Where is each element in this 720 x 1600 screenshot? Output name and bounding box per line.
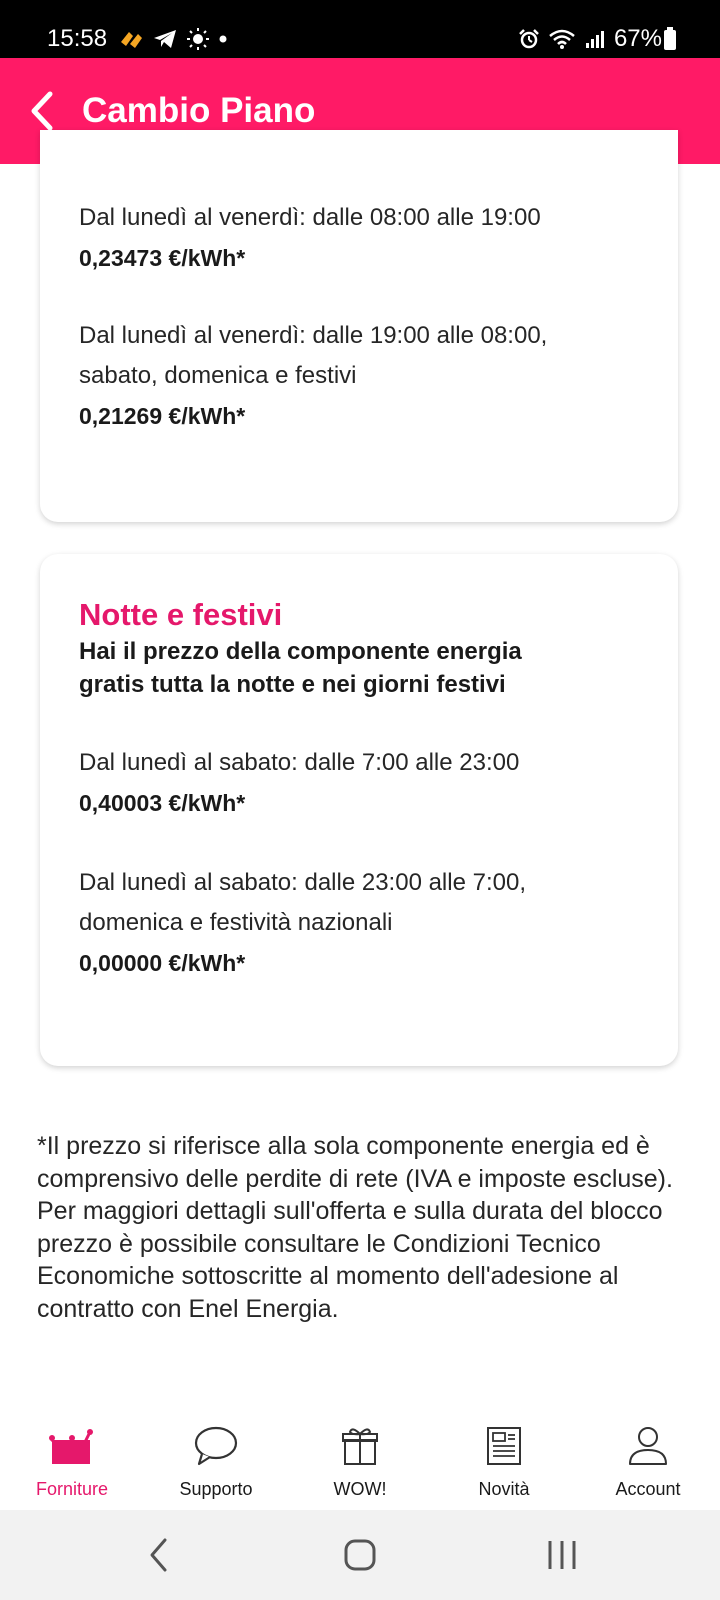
plan-description-line-1: Hai il prezzo della componente energia [79,638,522,665]
system-home-icon [330,1530,390,1580]
status-bar [0,0,720,58]
gift-icon [336,1424,384,1468]
price-slot-1: 0,40003 €/kWh* [79,790,246,816]
system-recents-icon [532,1530,592,1580]
telegram-icon [152,28,178,50]
time-slot-2-line-1: Dal lunedì al sabato: dalle 23:00 alle 7:00, [79,869,526,896]
nav-item-wow[interactable] [288,1410,432,1510]
nav-item-novita[interactable] [432,1410,576,1510]
news-icon [480,1424,528,1468]
chat-bubble-icon [192,1424,240,1468]
signal-icon [584,28,606,50]
status-time: 15:58 [47,25,108,52]
nav-item-supporto[interactable] [144,1410,288,1510]
time-slot-1: Dal lunedì al sabato: dalle 7:00 alle 23:00 [79,749,520,776]
price-slot-1: 0,23473 €/kWh* [79,245,246,271]
system-navigation-bar [0,1510,720,1600]
dot-icon [218,34,228,44]
price-footnote: *Il prezzo si riferisce alla sola componente energia ed è comprensivo delle perdite di rete (IVA e imposte escluse). Per maggiori dettagli sull'offerta e sulla durata del blocco prezzo è possibile consultare le Condizioni Tecnico Economiche sottoscritte al momento dell'adesione al contratto con Enel Energia. [37,1132,673,1323]
status-right-icons [518,22,662,56]
bottom-navigation [0,1410,720,1510]
time-slot-2-line-2: domenica e festività nazionali [79,909,393,936]
system-home-button[interactable] [330,1530,390,1580]
plan-description-line-2: gratis tutta la notte e nei giorni festivi [79,671,506,698]
nav-label: Forniture [35,1479,109,1499]
user-icon [624,1424,672,1468]
brightness-icon [186,27,210,51]
nav-label: Account [615,1479,681,1499]
time-slot-1: Dal lunedì al venerdì: dalle 08:00 alle 19:00 [79,204,541,231]
time-slot-2-line-1: Dal lunedì al venerdì: dalle 19:00 alle 08:00, [79,322,548,349]
wifi-icon [548,28,576,50]
status-left-icons [118,22,228,56]
battery-percentage: 67% [613,25,662,52]
forniture-icon [48,1424,96,1468]
page-title: Cambio Piano [82,91,316,130]
price-slot-2: 0,21269 €/kWh* [79,403,246,429]
time-slot-2-line-2: sabato, domenica e festivi [79,362,357,389]
nav-label: Supporto [179,1479,253,1499]
system-back-icon [130,1530,190,1580]
nav-item-account[interactable] [576,1410,720,1510]
plan-card-1[interactable] [40,130,678,522]
plan-title: Notte e festivi [79,597,283,632]
plan-card-notte-festivi[interactable] [40,554,678,1066]
nav-item-forniture[interactable] [0,1410,144,1510]
nav-label: WOW! [333,1479,387,1499]
app-notification-icon [118,28,144,50]
price-slot-2: 0,00000 €/kWh* [79,950,246,976]
battery-icon [664,30,676,50]
nav-label: Novità [478,1479,530,1499]
system-recents-button[interactable] [532,1530,592,1580]
alarm-icon [518,28,540,50]
system-back-button[interactable] [130,1530,190,1580]
